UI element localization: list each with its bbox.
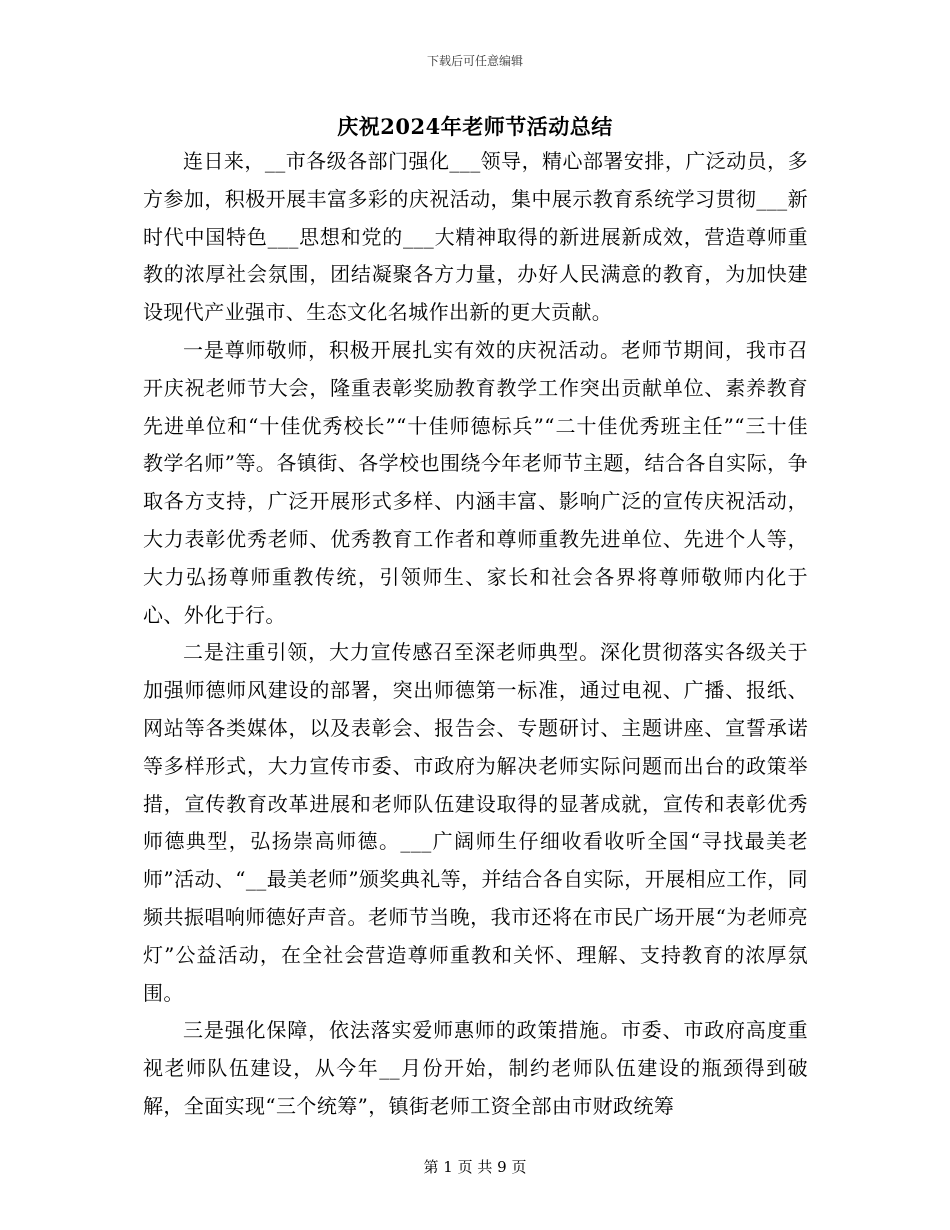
document-title: 庆祝2024年老师节活动总结 [337, 114, 613, 139]
paragraph-intro: 连日来，__市各级各部门强化___领导，精心部署安排，广泛动员，多方参加，积极开展丰富多彩的庆祝活动，集中展示教育系统学习贯彻___新时代中国特色___思想和党的___大精神取得的新进展新成效，营造尊师重教的浓厚社会氛围，团结凝聚各方力量，办好人民满意的教育，为加快建设现代产业强市、生态文化名城作出新的更大贡献。 [143, 149, 808, 325]
page-number: 第 1 页 共 9 页 [423, 1158, 527, 1176]
paragraph-point-two: 二是注重引领，大力宣传感召至深老师典型。深化贯彻落实各级关于加强师德师风建设的部署，突出师德第一标准，通过电视、广播、报纸、网站等各类媒体，以及表彰会、报告会、专题研讨、主题讲座、宣誓承诺等多样形式，大力宣传市委、市政府为解决老师实际问题而出台的政策举措，宣传教育改革进展和老师队伍建设取得的显著成就，宣传和表彰优秀师德典型，弘扬崇高师德。___广阔师生仔细收看收听全国“寻找最美老师”活动、“__最美老师”颁奖典礼等，并结合各自实际，开展相应工作，同频共振唱响师德好声音。老师节当晚，我市还将在市民广场开展“为老师亮灯”公益活动，在全社会营造尊师重教和关怀、理解、支持教育的浓厚氛围。 [143, 640, 808, 1005]
page-header-note: 下载后可任意编辑 [426, 54, 523, 68]
document-body [143, 143, 808, 1126]
paragraph-point-three: 三是强化保障，依法落实爱师惠师的政策措施。市委、市政府高度重视老师队伍建设，从今年__月份开始，制约老师队伍建设的瓶颈得到破解，全面实现“三个统筹”，镇街老师工资全部由市财政统筹 [143, 1018, 808, 1118]
paragraph-point-one: 一是尊师敬师，积极开展扎实有效的庆祝活动。老师节期间，我市召开庆祝老师节大会，隆重表彰奖励教育教学工作突出贡献单位、素养教育先进单位和“十佳优秀校长”“十佳师德标兵”“二十佳优秀班主任”“三十佳教学名师”等。各镇街、各学校也围绕今年老师节主题，结合各自实际，争取各方支持，广泛开展形式多样、内涵丰富、影响广泛的宣传庆祝活动，大力表彰优秀老师、优秀教育工作者和尊师重教先进单位、先进个人等，大力弘扬尊师重教传统，引领师生、家长和社会各界将尊师敬师内化于心、外化于行。 [143, 337, 808, 627]
